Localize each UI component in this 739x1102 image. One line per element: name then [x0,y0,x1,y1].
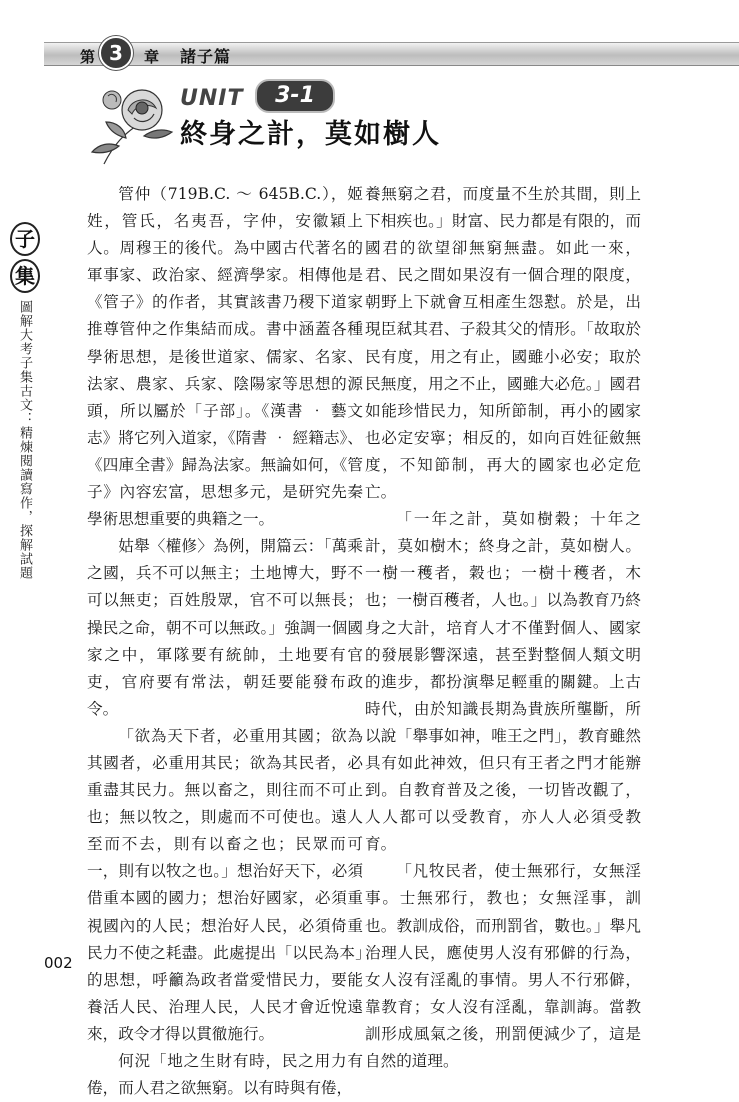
right-column [365,181,641,1075]
unit-label: UNIT [180,86,244,111]
rose-illustration [84,74,180,174]
logo-char: 子 [10,222,40,256]
section-title: 諸子篇 [180,47,232,66]
unit-title: 終身之計，莫如樹人 [180,119,441,150]
paragraph: 養無窮之君，而度量不生於其間，則上下相疾也。」財富、民力都是有限的，而國君的欲望卻無窮無盡。如此一來，君、民之間如果沒有一個合理的限度，朝野上下就會互相產生怨懟。於是，出現臣弒其君、子殺其父的情形。「故取於民有度，用之有止，國雖小必安；取於民無度，用之不止，國雖大必危。」國君如能珍惜民力，知所節制，再小的國家也必定安寧；相反的，如向百姓征斂無度，不知節制，再大的國家也必定危亡。 [365,185,641,502]
paragraph: 「凡牧民者，使士無邪行，女無淫事。士無邪行，教也；女無淫事，訓也。教訓成俗，而刑罰省，數也。」舉凡治理人民，應使男人沒有邪僻的行為，女人沒有淫亂的事情。男人不行邪僻，靠教育；女人沒有淫亂，靠訓誨。當教訓形成風氣之後，刑罰便減少了，這是自然的道理。 [365,862,641,1070]
chapter-prefix: 第 [80,48,96,66]
sidebar-logo [10,222,38,296]
unit-number-badge: 3-1 [255,79,335,113]
page-number: 002 [44,954,73,972]
left-column [87,181,363,1102]
paragraph: 姑舉〈權修〉為例，開篇云：「萬乘之國，兵不可以無主；土地博大，野不可以無吏；百姓殷眾，官不可以無長；操民之命，朝不可以無政。」強調一個國家之中，軍隊要有統帥，土地要有官吏，官府要有常法，朝廷要能發布政令。 [87,537,363,718]
paragraph: 「一年之計，莫如樹穀；十年之計，莫如樹木；終身之計，莫如樹人。一樹一穫者，穀也；一樹十穫者，木也；一樹百穫者，人也。」以為教育乃終身之大計，培育人才不僅對個人、國家的發展影響深遠，甚至對整個人類文明的進步，都扮演舉足輕重的關鍵。上古時代，由於知識長期為貴族所壟斷，所以說「舉事如神，唯王之門」，教育雖然具有如此神效，但只有王者之門才能辦到。自教育普及之後，一切皆改觀了，人人都可以受教育，亦人人必須受教育。 [365,510,641,854]
chapter-suffix: 章 [144,48,160,66]
paragraph: 管仲（719B.C. ～ 645B.C.），姬姓，管氏，名夷吾，字仲，安徽穎上人。周穆王的後代。為中國古代著名的軍事家、政治家、經濟學家。相傳他是《管子》的作者，其實該書乃稷下道家推尊管仲之作集結而成。書中涵蓋各種學術思想，是後世道家、儒家、名家、法家、農家、兵家、陰陽家等思想的源頭，所以屬於「子部」。《漢書 ‧ 藝文志》將它列入道家，《隋書 ‧ 經籍志》、《四庫全書》歸為法家。無論如何，《管子》內容宏富，思想多元，是研究先秦學術思想重要的典籍之一。 [87,185,363,529]
sidebar-book-title: 圖解大考子集古文：精煉閱讀寫作，探解試題 [17,300,32,580]
paragraph: 何況「地之生財有時，民之用力有倦，而人君之欲無窮。以有時與有倦， [87,1052,363,1098]
logo-char: 集 [10,259,40,293]
paragraph: 「欲為天下者，必重用其國；欲為其國者，必重用其民；欲為其民者，必重盡其民力。無以畜之，則往而不可止也；無以牧之，則處而不可使也。遠人至而不去，則有以畜之也；民眾而可一，則有以牧之也。」想治好天下，必須借重本國的國力；想治好國家，必須重視國內的人民；想治好人民，必須倚重民力不使之耗盡。此處提出「以民為本」的思想，呼籲為政者當愛惜民力，要能養活人民、治理人民，人民才會近悅遠來，政令才得以貫徹施行。 [87,726,363,1043]
chapter-number-badge: 3 [99,36,133,70]
